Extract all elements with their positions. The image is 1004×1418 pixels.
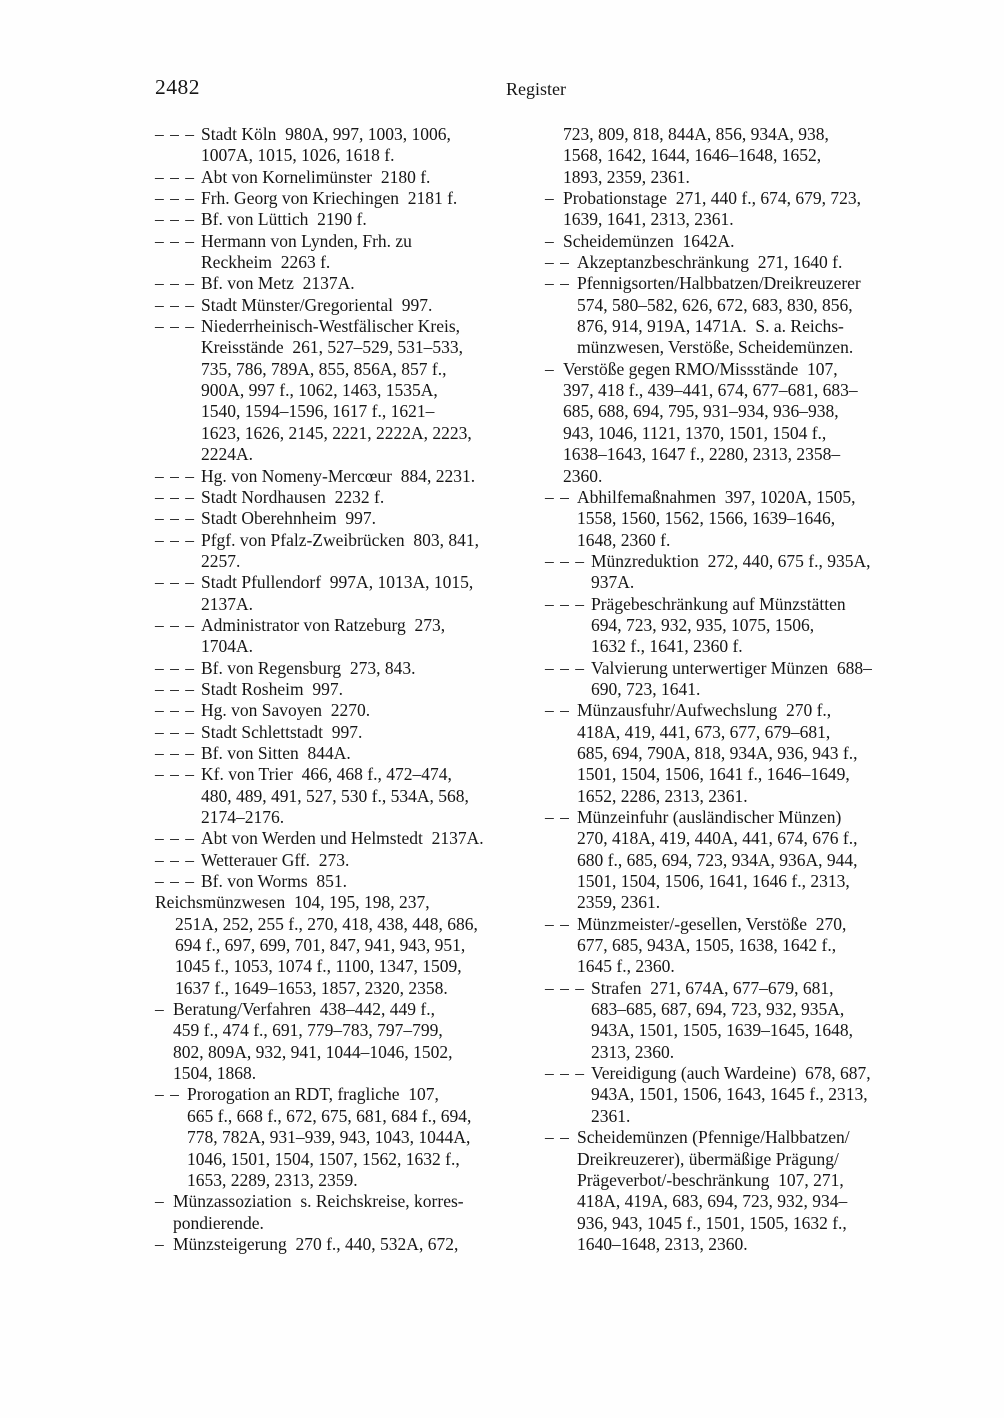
index-entry-continuation-line: münzwesen, Verstöße, Scheidemünzen. — [577, 337, 854, 358]
index-entry-continuation-line: 1653, 2289, 2313, 2359. — [187, 1169, 358, 1190]
index-entry-first-line — [545, 551, 917, 572]
index-entry-continuation-line: 685, 688, 694, 795, 931–934, 936–938, — [563, 401, 839, 422]
index-entry-continuation-line: Prägeverbot/-beschränkung 107, 271, — [577, 1169, 844, 1190]
index-entry — [155, 1191, 527, 1234]
index-entry-text: Administrator von Ratzeburg 273, — [201, 614, 446, 635]
index-entry-continuation-line: 723, 809, 818, 844A, 856, 934A, 938, — [563, 124, 829, 144]
index-entry-continuation-line: 2224A. — [201, 444, 254, 465]
index-entry-text: Niederrheinisch-Westfälischer Kreis, — [201, 316, 461, 337]
entry-dash-prefix: – — [545, 188, 555, 209]
index-entry — [545, 487, 917, 551]
index-entry-first-line — [545, 231, 917, 252]
entry-dash-prefix: – – — [545, 913, 570, 934]
index-entry-first-line — [545, 487, 917, 508]
index-entry-first-line — [545, 359, 917, 380]
index-entry-text: Bf. von Worms 851. — [201, 871, 348, 892]
entry-dash-prefix: – – – — [155, 678, 195, 699]
index-entry-continuation-line: 943, 1046, 1121, 1370, 1501, 1504 f., — [563, 422, 827, 443]
entry-dash-prefix: – — [155, 999, 165, 1020]
index-entry-text: Stadt Pfullendorf 997A, 1013A, 1015, — [201, 572, 474, 593]
entry-dash-prefix: – – – — [155, 294, 195, 315]
index-entry — [155, 828, 527, 849]
index-entry-continuation-line: Kreisstände 261, 527–529, 531–533, — [201, 337, 463, 358]
index-entry-first-line — [155, 892, 527, 913]
index-entry-continuation-line: 677, 685, 943A, 1505, 1638, 1642 f., — [577, 935, 837, 956]
entry-dash-prefix: – — [545, 230, 555, 251]
index-entry-first-line — [155, 508, 527, 529]
index-entry-text: Münzausfuhr/Aufwechslung 270 f., — [577, 700, 832, 721]
index-entry — [155, 530, 527, 573]
index-column-right — [545, 124, 917, 1255]
index-entry-continuation-line: 1632 f., 1641, 2360 f. — [591, 636, 743, 657]
index-entry-first-line — [545, 807, 917, 828]
index-entry — [545, 188, 917, 231]
index-entry-text: Hermann von Lynden, Frh. zu — [201, 230, 412, 251]
index-entry — [155, 892, 527, 999]
index-entry-continuation-line: Dreikreuzerer), übermäßige Prägung/ — [577, 1148, 839, 1169]
index-entry — [155, 487, 527, 508]
index-entry — [155, 295, 527, 316]
index-entry-text: Pfgf. von Pfalz-Zweibrücken 803, 841, — [201, 529, 479, 550]
index-entry-text: Münzreduktion 272, 440, 675 f., 935A, — [591, 550, 871, 571]
index-entry-continuation-line: 694, 723, 932, 935, 1075, 1506, — [591, 614, 815, 635]
index-entry — [545, 1127, 917, 1255]
index-entry-first-line — [155, 273, 527, 294]
entry-dash-prefix: – – – — [155, 871, 195, 892]
index-entry-continuation-line: 735, 786, 789A, 855, 856A, 857 f., — [201, 358, 447, 379]
index-entry-text: Stadt Oberehnheim 997. — [201, 508, 376, 529]
index-column-left — [155, 124, 527, 1255]
index-entry-continuation-line: 1638–1643, 1647 f., 2280, 2313, 2358– — [563, 444, 841, 465]
index-entry-text: Bf. von Sitten 844A. — [201, 742, 351, 763]
index-entry-continuation-line: 802, 809A, 932, 941, 1044–1046, 1502, — [173, 1041, 453, 1062]
entry-dash-prefix: – – – — [155, 209, 195, 230]
index-entry-text: Scheidemünzen (Pfennige/Halbbatzen/ — [577, 1127, 850, 1148]
index-entry — [545, 359, 917, 487]
entry-dash-prefix: – – – — [155, 188, 195, 209]
index-entry — [155, 188, 527, 209]
index-entry-text: Kf. von Trier 466, 468 f., 472–474, — [201, 764, 452, 785]
running-head-title: Register — [506, 79, 566, 99]
index-entry-continuation-line: 665 f., 668 f., 672, 675, 681, 684 f., 694, — [187, 1105, 472, 1126]
index-entry-first-line — [155, 487, 527, 508]
index-entry-continuation-line: 1045 f., 1053, 1074 f., 1100, 1347, 1509, — [175, 956, 462, 977]
index-entry-first-line — [155, 764, 527, 785]
index-entry-first-line — [155, 167, 527, 188]
index-entry-continuation-line: 418A, 419A, 683, 694, 723, 932, 934– — [577, 1191, 848, 1212]
index-entry — [545, 124, 917, 188]
index-entry-text: Hg. von Nomeny-Mercœur 884, 2231. — [201, 465, 476, 486]
index-entry — [545, 551, 917, 594]
index-entry-first-line — [155, 530, 527, 551]
index-entry-first-line — [545, 978, 917, 999]
index-entry-continuation-line: 1568, 1642, 1644, 1646–1648, 1652, — [563, 145, 822, 166]
index-entry-first-line — [155, 124, 527, 145]
index-entry-continuation-line: 1893, 2359, 2361. — [563, 166, 690, 187]
index-entry-text: Münzeinfuhr (ausländischer Münzen) — [577, 807, 842, 827]
index-entry-first-line — [545, 1127, 917, 1148]
index-entry — [155, 1234, 527, 1255]
index-entry-first-line — [155, 188, 527, 209]
index-entry — [155, 871, 527, 892]
index-entry-first-line — [155, 1234, 527, 1255]
index-entry-first-line — [545, 273, 917, 294]
index-entry-text: Abt von Werden und Helmstedt 2137A. — [201, 828, 484, 849]
index-entry-first-line — [545, 252, 917, 273]
entry-dash-prefix: – – – — [155, 828, 195, 849]
entry-dash-prefix: – – – — [545, 977, 585, 998]
entry-dash-prefix: – – – — [155, 273, 195, 294]
index-entry — [545, 978, 917, 1063]
index-entry-text: Stadt Schlettstadt 997. — [201, 721, 363, 742]
index-entry-continuation-line: 1501, 1504, 1506, 1641 f., 1646–1649, — [577, 764, 850, 785]
index-entry-first-line — [155, 1191, 527, 1212]
index-entry-continuation-line: 683–685, 687, 694, 723, 932, 935A, — [591, 999, 845, 1020]
entry-dash-prefix: – – – — [155, 230, 195, 251]
index-entry-first-line — [155, 231, 527, 252]
entry-dash-prefix: – – – — [155, 486, 195, 507]
index-entry — [545, 594, 917, 658]
entry-dash-prefix: – — [545, 358, 555, 379]
index-entry-text: Akzeptanzbeschränkung 271, 1640 f. — [577, 252, 843, 273]
index-entry — [155, 764, 527, 828]
entry-dash-prefix: – – — [545, 252, 570, 273]
index-entry — [155, 743, 527, 764]
entry-dash-prefix: – – – — [155, 742, 195, 763]
index-entry-first-line — [155, 722, 527, 743]
index-entry-continuation-line: 270, 418A, 419, 440A, 441, 674, 676 f., — [577, 828, 858, 849]
index-entry-continuation-line: 1652, 2286, 2313, 2361. — [577, 785, 748, 806]
index-entry-text: Stadt Nordhausen 2232 f. — [201, 486, 385, 507]
index-entry-continuation-line: 1639, 1641, 2313, 2361. — [563, 209, 734, 230]
index-entry-continuation-line: 251A, 252, 255 f., 270, 418, 438, 448, 686, — [175, 913, 478, 934]
index-entry-continuation-line: 418A, 419, 441, 673, 677, 679–681, — [577, 721, 831, 742]
entry-dash-prefix: – – – — [545, 593, 585, 614]
index-entry-first-line — [545, 188, 917, 209]
entry-dash-prefix: – – – — [155, 316, 195, 337]
index-entry-text: Verstöße gegen RMO/Missstände 107, — [563, 358, 838, 379]
entry-dash-prefix: – – — [545, 486, 570, 507]
entry-dash-prefix: – – – — [155, 721, 195, 742]
index-entry-text: Stadt Rosheim 997. — [201, 678, 343, 699]
entry-dash-prefix: – – – — [155, 764, 195, 785]
index-entry-continuation-line: 1645 f., 2360. — [577, 956, 675, 977]
index-entry-continuation-line: 937A. — [591, 572, 635, 593]
index-entry-first-line — [545, 658, 917, 679]
index-entry — [155, 316, 527, 465]
entry-dash-prefix: – – – — [155, 124, 195, 144]
index-entry-text: Prägebeschränkung auf Münzstätten — [591, 593, 846, 614]
index-entry — [155, 700, 527, 721]
index-entry — [155, 167, 527, 188]
index-entry-first-line — [155, 700, 527, 721]
index-entry-continuation-line: 1558, 1560, 1562, 1566, 1639–1646, — [577, 508, 836, 529]
index-entry — [545, 658, 917, 701]
index-entry-continuation-line: pondierende. — [173, 1212, 264, 1233]
index-entry-text: Münzmeister/-gesellen, Verstöße 270, — [577, 913, 847, 934]
index-entry-continuation-line: 694 f., 697, 699, 701, 847, 941, 943, 951, — [175, 935, 466, 956]
index-entry-text: Beratung/Verfahren 438–442, 449 f., — [173, 999, 435, 1020]
index-entry-first-line — [155, 658, 527, 679]
index-entry-continuation-line: 397, 418 f., 439–441, 674, 677–681, 683– — [563, 380, 858, 401]
index-entry-first-line — [155, 828, 527, 849]
index-entry-continuation-line: 1504, 1868. — [173, 1063, 257, 1084]
entry-dash-prefix: – – – — [155, 529, 195, 550]
index-entry-continuation-line: 1648, 2360 f. — [577, 529, 671, 550]
index-columns — [155, 124, 917, 1255]
entry-dash-prefix: – – — [545, 1127, 570, 1148]
index-entry — [155, 722, 527, 743]
index-entry — [155, 1084, 527, 1191]
index-entry-continuation-line: 1640–1648, 2313, 2360. — [577, 1233, 748, 1254]
index-entry-text: Abhilfemaßnahmen 397, 1020A, 1505, — [577, 486, 856, 507]
entry-dash-prefix: – – — [545, 273, 570, 294]
index-entry-continuation-line: 2361. — [591, 1105, 631, 1126]
index-entry-first-line — [155, 999, 527, 1020]
index-entry-first-line — [155, 466, 527, 487]
index-entry-text: Reichsmünzwesen 104, 195, 198, 237, — [155, 892, 430, 913]
entry-dash-prefix: – – – — [155, 465, 195, 486]
index-entry-continuation-line: 685, 694, 790A, 818, 934A, 936, 943 f., — [577, 742, 858, 763]
index-entry — [155, 679, 527, 700]
index-entry — [155, 572, 527, 615]
entry-dash-prefix: – – — [545, 807, 570, 827]
index-entry-continuation-line: 2360. — [563, 465, 603, 486]
index-entry — [155, 209, 527, 230]
index-entry-text: Vereidigung (auch Wardeine) 678, 687, — [591, 1063, 871, 1084]
index-entry-continuation-line: 1540, 1594–1596, 1617 f., 1621– — [201, 401, 435, 422]
index-entry-continuation-line: 1637 f., 1649–1653, 1857, 2320, 2358. — [175, 977, 448, 998]
index-entry-first-line — [155, 295, 527, 316]
index-entry-first-line — [155, 743, 527, 764]
entry-dash-prefix: – – – — [155, 700, 195, 721]
index-entry-first-line — [155, 1084, 527, 1105]
index-entry-text: Probationstage 271, 440 f., 674, 679, 723, — [563, 188, 861, 209]
index-entry-text: Hg. von Savoyen 2270. — [201, 700, 371, 721]
entry-dash-prefix: – – – — [545, 657, 585, 678]
index-entry-continuation-line: 2174–2176. — [201, 807, 285, 827]
entry-dash-prefix: – – — [545, 700, 570, 721]
index-entry-first-line — [155, 850, 527, 871]
index-entry-text: Bf. von Lüttich 2190 f. — [201, 209, 367, 230]
index-entry-text: Prorogation an RDT, fragliche 107, — [187, 1084, 439, 1105]
index-entry-first-line — [545, 914, 917, 935]
index-entry — [155, 615, 527, 658]
index-entry — [545, 273, 917, 358]
index-entry-text: Wetterauer Gff. 273. — [201, 849, 350, 870]
index-entry-text: Münzsteigerung 270 f., 440, 532A, 672, — [173, 1233, 459, 1254]
index-entry-text: Bf. von Metz 2137A. — [201, 273, 355, 294]
index-entry-first-line — [155, 679, 527, 700]
entry-dash-prefix: – — [155, 1233, 165, 1254]
index-entry — [545, 807, 917, 914]
index-entry — [545, 231, 917, 252]
index-entry-text: Pfennigsorten/Halbbatzen/Dreikreuzerer — [577, 273, 861, 294]
index-entry — [155, 999, 527, 1084]
entry-dash-prefix: – – – — [155, 572, 195, 593]
index-entry-text: Bf. von Regensburg 273, 843. — [201, 657, 416, 678]
index-entry-continuation-line: 1501, 1504, 1506, 1641, 1646 f., 2313, — [577, 871, 850, 892]
index-entry-text: Stadt Münster/Gregoriental 997. — [201, 294, 433, 315]
entry-dash-prefix: – – – — [545, 550, 585, 571]
index-entry-continuation-line: 1704A. — [201, 636, 254, 657]
index-entry-text: Frh. Georg von Kriechingen 2181 f. — [201, 188, 458, 209]
page-number: 2482 — [155, 75, 200, 99]
index-entry-continuation-line: 574, 580–582, 626, 672, 683, 830, 856, — [577, 294, 853, 315]
entry-dash-prefix: – – – — [155, 849, 195, 870]
index-entry — [545, 252, 917, 273]
index-entry-text: Strafen 271, 674A, 677–679, 681, — [591, 977, 834, 998]
entry-dash-prefix: – – – — [155, 508, 195, 529]
index-entry — [155, 508, 527, 529]
index-entry-first-line — [155, 209, 527, 230]
running-header — [155, 74, 917, 104]
index-entry — [155, 124, 527, 167]
index-entry-first-line — [545, 594, 917, 615]
index-entry-continuation-line: 943A, 1501, 1505, 1639–1645, 1648, — [591, 1020, 854, 1041]
index-entry — [155, 850, 527, 871]
index-entry-continuation-line: Reckheim 2263 f. — [201, 252, 331, 273]
index-entry-first-line — [155, 871, 527, 892]
index-entry-text: Scheidemünzen 1642A. — [563, 230, 735, 251]
index-entry — [155, 658, 527, 679]
index-entry-text: Valvierung unterwertiger Münzen 688– — [591, 657, 872, 678]
index-entry-continuation-line: 480, 489, 491, 527, 530 f., 534A, 568, — [201, 785, 469, 806]
index-entry-continuation-line: 943A, 1501, 1506, 1643, 1645 f., 2313, — [591, 1084, 868, 1105]
index-entry-continuation-line: 680 f., 685, 694, 723, 934A, 936A, 944, — [577, 849, 858, 870]
index-entry-continuation-line: 900A, 997 f., 1062, 1463, 1535A, — [201, 380, 438, 401]
index-entry — [155, 466, 527, 487]
entry-dash-prefix: – – – — [155, 657, 195, 678]
entry-dash-prefix: – – – — [155, 166, 195, 187]
index-entry-continuation-line: 778, 782A, 931–939, 943, 1043, 1044A, — [187, 1127, 471, 1148]
index-entry — [155, 273, 527, 294]
index-entry-continuation-line: 2257. — [201, 550, 241, 571]
index-entry-continuation-line: 2313, 2360. — [591, 1041, 675, 1062]
index-entry-continuation-line: 2137A. — [201, 593, 254, 614]
index-entry-continuation-line: 936, 943, 1045 f., 1501, 1505, 1632 f., — [577, 1212, 847, 1233]
index-entry — [545, 700, 917, 807]
index-entry-continuation-line: 1623, 1626, 2145, 2221, 2222A, 2223, — [201, 422, 472, 443]
index-entry-continuation-line: 2359, 2361. — [577, 892, 661, 913]
index-entry — [155, 231, 527, 274]
index-entry-continuation-line: 1007A, 1015, 1026, 1618 f. — [201, 145, 395, 166]
entry-dash-prefix: – – – — [545, 1063, 585, 1084]
entry-dash-prefix: – — [155, 1191, 165, 1212]
index-entry-text: Münzassoziation s. Reichskreise, korres- — [173, 1191, 464, 1212]
index-entry-text: Abt von Kornelimünster 2180 f. — [201, 166, 431, 187]
index-entry-continuation-line: 690, 723, 1641. — [591, 678, 701, 699]
index-entry-first-line — [545, 700, 917, 721]
entry-dash-prefix: – – — [155, 1084, 180, 1105]
index-entry-first-line — [155, 615, 527, 636]
index-entry — [545, 914, 917, 978]
entry-dash-prefix: – – – — [155, 614, 195, 635]
index-entry-first-line — [545, 1063, 917, 1084]
index-entry-continuation-line: 1046, 1501, 1504, 1507, 1562, 1632 f., — [187, 1148, 460, 1169]
index-entry-first-line — [155, 572, 527, 593]
index-entry-text: Stadt Köln 980A, 997, 1003, 1006, — [201, 124, 451, 144]
index-entry-first-line — [155, 316, 527, 337]
index-entry-continuation-line: 459 f., 474 f., 691, 779–783, 797–799, — [173, 1020, 443, 1041]
index-entry — [545, 1063, 917, 1127]
index-entry-continuation-line: 876, 914, 919A, 1471A. S. a. Reichs- — [577, 316, 844, 337]
